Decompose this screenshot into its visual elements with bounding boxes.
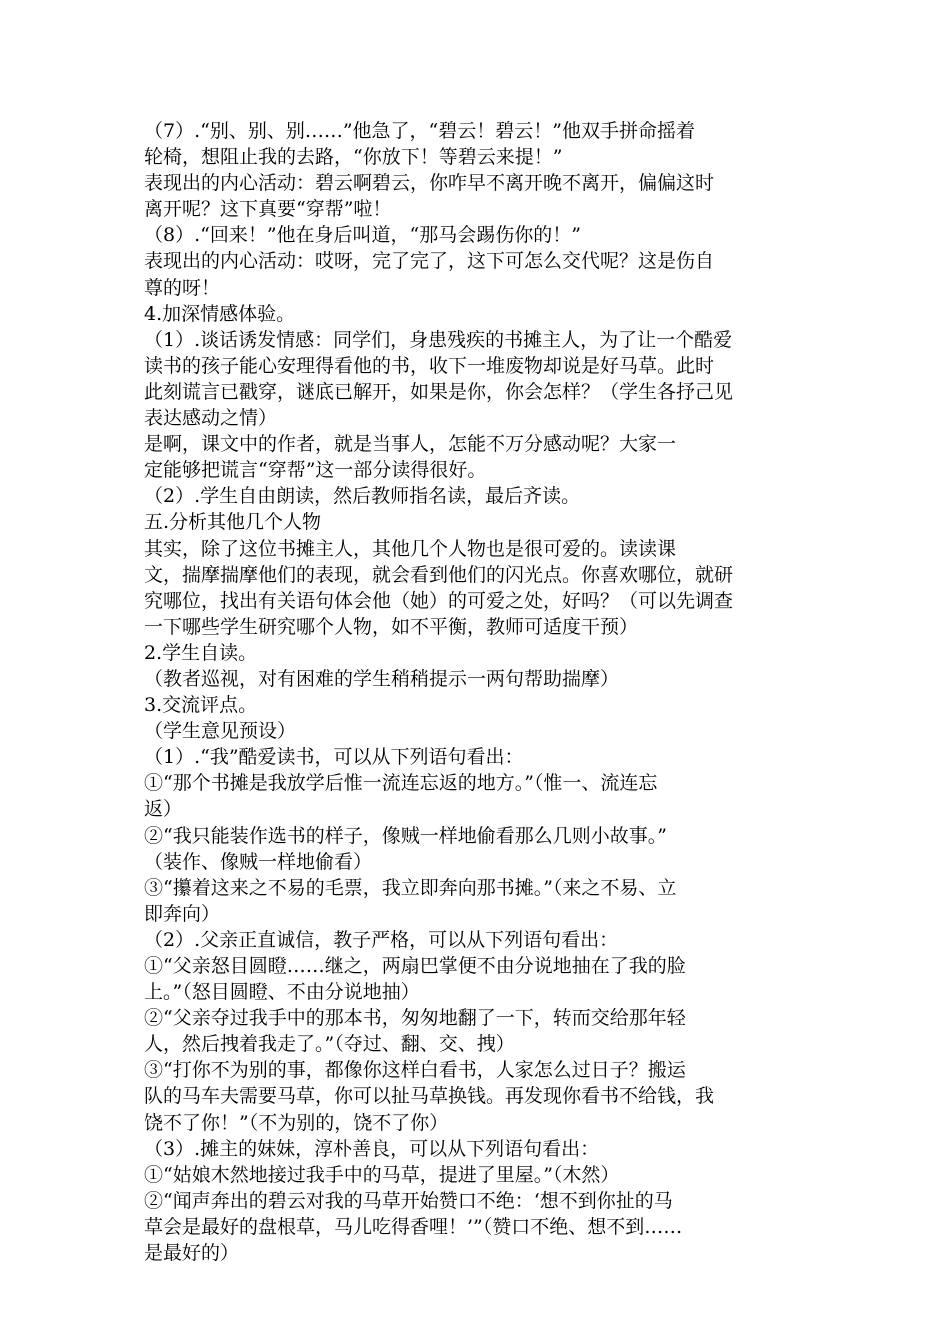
text-line: 是最好的） [144, 1242, 240, 1265]
text-line: （2）.父亲正直诚信，教子严格，可以从下列语句看出： [144, 928, 619, 951]
text-line: 即奔向） [144, 902, 221, 925]
text-line: 表达感动之情） [144, 407, 278, 430]
text-line: ③“攥着这来之不易的毛票，我立即奔向那书摊。”（来之不易、立 [144, 876, 677, 899]
document-body [144, 118, 812, 1266]
text-line: 表现出的内心活动：哎呀，完了完了，这下可怎么交代呢？这是伤自 [144, 250, 715, 273]
text-line: 其实，除了这位书摊主人，其他几个人物也是很可爱的。读读课 [144, 537, 677, 560]
text-line: 轮椅，想阻止我的去路，“你放下！等碧云来提！” [144, 146, 563, 169]
text-line: （8）.“回来！”他在身后叫道，“那马会踢伤你的！” [144, 224, 581, 247]
text-line: ①“父亲怒目圆瞪……继之，两扇巴掌便不由分说地抽在了我的脸 [144, 955, 686, 977]
text-line: 究哪位，找出有关语句体会他（她）的可爱之处，好吗？（可以先调查 [144, 589, 734, 612]
text-line: 表现出的内心活动：碧云啊碧云，你咋早不离开晚不离开，偏偏这时 [144, 172, 715, 195]
text-line: 离开呢？这下真要“穿帮”啦！ [144, 198, 392, 221]
text-line: 草会是最好的盘根草，马儿吃得香哩！’”（赞口不绝、想不到…… [144, 1215, 683, 1238]
text-line: ③“打你不为别的事，都像你这样白看书，人家怎么过日子？搬运 [144, 1059, 686, 1082]
text-line: 一下哪些学生研究哪个人物，如不平衡，教师可适度干预） [144, 615, 639, 638]
text-line: （7）.“别、别、别……”他急了，“碧云！碧云！”他双手拼命摇着 [144, 120, 695, 142]
text-line: ①“那个书摊是我放学后惟一流连忘返的地方。”（惟一、流连忘 [144, 772, 658, 795]
text-line: 是啊，课文中的作者，就是当事人，怎能不万分感动呢？大家一 [144, 433, 677, 456]
text-line: 饶不了你！”（不为别的，饶不了你） [144, 1111, 449, 1134]
text-line: ②“父亲夺过我手中的那本书，匆匆地翻了一下，转而交给那年轻 [144, 1007, 686, 1030]
text-line: （1）.谈话诱发情感：同学们，身患残疾的书摊主人，为了让一个酷爱 [144, 328, 733, 351]
text-line: 返） [144, 798, 183, 821]
text-line: ①“姑娘木然地接过我手中的马草，提进了里屋。”（木然） [144, 1163, 620, 1186]
text-line: 人，然后拽着我走了。”（夺过、翻、交、拽） [144, 1033, 515, 1056]
text-line: 尊的呀！ [144, 276, 221, 299]
text-line: （学生意见预设） [144, 720, 297, 743]
text-line: （教者巡视，对有困难的学生稍稍提示一两句帮助揣摩） [144, 667, 620, 690]
text-line: （2）.学生自由朗读，然后教师指名读，最后齐读。 [144, 485, 581, 508]
text-line: （装作、像贼一样地偷看） [144, 850, 373, 873]
text-line: 文，揣摩揣摩他们的表现，就会看到他们的闪光点。你喜欢哪位，就研 [144, 563, 734, 586]
text-line: 队的马车夫需要马草，你可以扯马草换钱。再发现你看书不给钱，我 [144, 1085, 715, 1108]
text-line: ②“我只能装作选书的样子，像贼一样地偷看那么几则小故事。” [144, 824, 667, 847]
text-line: 2.学生自读。 [144, 641, 258, 664]
text-line: （3）.摊主的妹妹，淳朴善良，可以从下列语句看出： [144, 1137, 600, 1160]
text-line: 定能够把谎言“穿帮”这一部分读得很好。 [144, 459, 487, 482]
text-line: 4.加深情感体验。 [144, 302, 296, 325]
text-line: ②“闻声奔出的碧云对我的马草开始赞口不绝：‘想不到你扯的马 [144, 1189, 673, 1212]
text-line: （1）.“我”酷爱读书，可以从下列语句看出： [144, 746, 524, 769]
text-line: 此刻谎言已戳穿，谜底已解开，如果是你，你会怎样？（学生各抒己见 [144, 380, 734, 403]
text-line: 上。”（怒目圆瞪、不由分说地抽） [144, 981, 420, 1004]
text-line: 3.交流评点。 [144, 694, 258, 717]
text-line: 读书的孩子能心安理得看他的书，收下一堆废物却说是好马草。此时 [144, 354, 715, 377]
text-line: 五.分析其他几个人物 [144, 511, 322, 534]
